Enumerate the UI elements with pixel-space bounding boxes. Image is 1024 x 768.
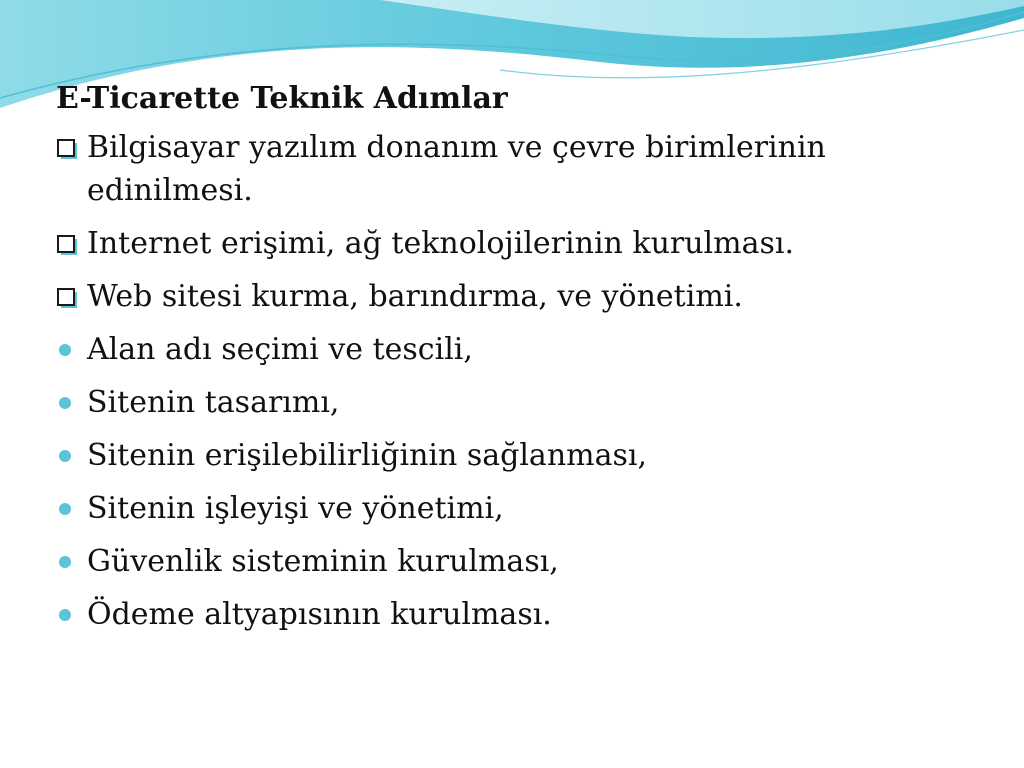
list-item [56, 126, 976, 212]
list-item-text: Sitenin işleyişi ve yönetimi, [87, 491, 504, 526]
list-item-text: Internet erişimi, ağ teknolojilerinin kurulması. [87, 226, 795, 261]
list-item [56, 275, 976, 318]
hollow-square-icon [56, 275, 84, 318]
list-item [56, 328, 976, 371]
list-item [56, 540, 976, 583]
hollow-square-icon [56, 222, 84, 265]
slide-content [56, 80, 976, 646]
list-item-text: Sitenin erişilebilirliğinin sağlanması, [87, 438, 647, 473]
list-item [56, 434, 976, 477]
list-item-text: Güvenlik sisteminin kurulması, [87, 544, 559, 579]
dot-bullet-icon [56, 381, 84, 424]
list-item [56, 222, 976, 265]
dot-bullet-icon [56, 487, 84, 530]
hollow-square-icon [56, 126, 84, 169]
list-item [56, 593, 976, 636]
dot-bullet-icon [56, 328, 84, 371]
bullet-list [56, 126, 976, 636]
dot-bullet-icon [56, 434, 84, 477]
list-item-text: Web sitesi kurma, barındırma, ve yönetimi. [87, 279, 743, 314]
list-item [56, 381, 976, 424]
list-item-text: Bilgisayar yazılım donanım ve çevre birimlerinin edinilmesi. [87, 130, 826, 208]
list-item-text: Alan adı seçimi ve tescili, [87, 332, 473, 367]
dot-bullet-icon [56, 540, 84, 583]
list-item-text: Ödeme altyapısının kurulması. [87, 597, 552, 632]
slide-title: E-Ticarette Teknik Adımlar [56, 81, 508, 116]
list-item-text: Sitenin tasarımı, [87, 385, 340, 420]
dot-bullet-icon [56, 593, 84, 636]
list-item [56, 487, 976, 530]
